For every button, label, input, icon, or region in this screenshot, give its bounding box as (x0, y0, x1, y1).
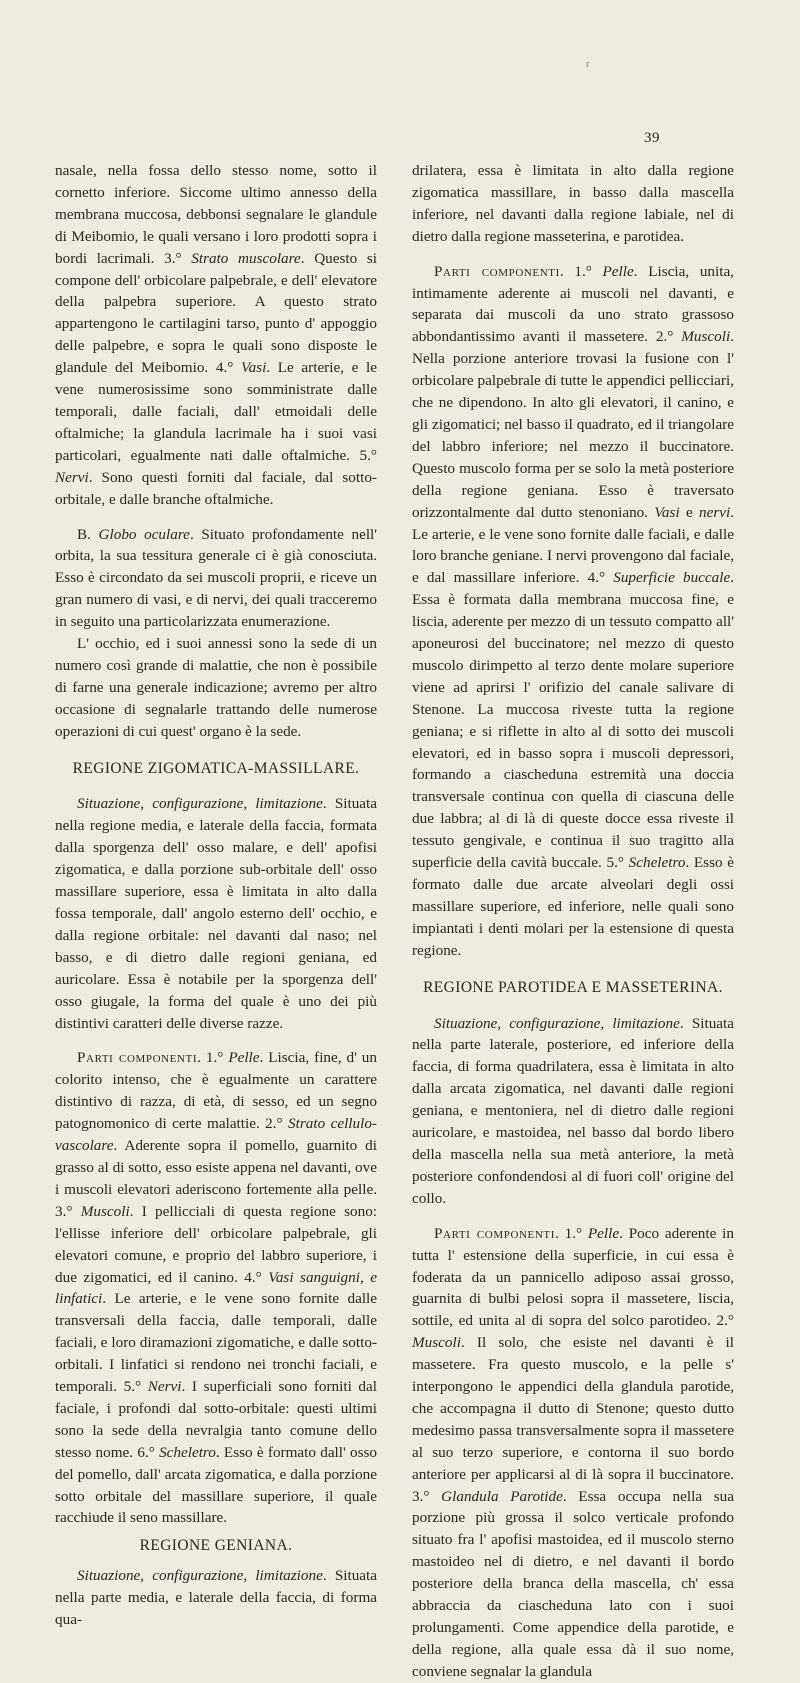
paragraph: Situazione, configurazione, limitazione. Situata nella parte media, e laterale della faccia, di forma qua- (55, 1567, 377, 1629)
page-number: 39 (644, 130, 660, 146)
paragraph: Parti componenti. 1.° Pelle. Liscia, unita, intimamente aderente ai muscoli nel davanti, e separata dai muscoli da uno strato grassoso abbondantissimo avanti il massetere. 2.° Muscoli. Nella porzione anteriore trovasi la fusione con l' orbicolare palpebrale di tutte le appendici pellicciari, che ne dipendono. In alto gli elevatori, il canino, e gli zigomatici; nel basso il quadrato, ed il triangolare del labbro inferiore; nel mezzo il buccinatore. Questo muscolo forma per se solo la metà posteriore della regione geniana. Esso è traversato orizzontalmente dal dutto stenoniano. Vasi e nervi. Le arterie, e le vene sono fornite dalle faciali, e dalle loro branche geniane. I nervi provengono dal faciale, e dal massillare inferiore. 4.° Superficie buccale. Essa è formata dalla membrana muccosa fine, e liscia, aderente per mezzo di un tessuto compatto all' aponeurosi del buccinatore; nel mezzo di questo muscolo dirimpetto al terzo dente molare superiore viene ad aprirsi l' orifizio del canale salivare di Stenone. La muccosa riveste tutta la regione geniana; e si riflette in alto al di sotto dei muscoli elevatori, ed in basso sopra i muscoli depressori, formando a ciascheduna estremità una doccia transversale continua con quella di ciascuna delle due labbra; al di là di queste docce essa riveste il tessuto gengivale, e continua il suo tragitto alla superficie della cavità buccale. 5.° Scheletro. Esso è formato dalle due arcate alveolari degli ossi massillare superiore, ed inferiore, nelle quali sono impiantati i denti molari per la estensione di questa regione. (412, 262, 735, 959)
paragraph: Situazione, configurazione, limitazione. Situata nella regione media, e laterale della faccia, formata dalla sporgenza dell' osso malare, e dell' apofisi zigomatica, e dalla porzione sub-orbitale dell' osso massillare superiore, essa è limitata in alto dalla fossa temporale, dall' angolo esterno dell' occhio, e dalla regione orbitale: nel davanti dal naso; nel basso, e di dietro dalle regioni geniana, ed auricolare. Essa è notabile per la sporgenza dell' osso giugale, la forma del quale è uno dei più distintivi caratteri delle diverse razze. (55, 795, 377, 1032)
left-column (55, 160, 377, 1631)
paragraph: drilatera, essa è limitata in alto dalla regione zigomatica massillare, in basso dalla mascella inferiore, nel davanti dalla regione labiale, nel di dietro dalla regione masseterina, e parotidea. (412, 162, 734, 245)
section-heading: REGIONE GENIANA. (139, 1537, 293, 1555)
paragraph: Parti componenti. 1.° Pelle. Liscia, fine, d' un colorito intenso, che è egualmente un carattere distintivo di razza, di età, di sesso, ed un segno patognomonico di certe malattie. 2.° Strato cellulo-vascolare. Aderente sopra il pomello, guarnito di grasso al di sotto, esso esiste appena nel davanti, ove i muscoli elevatori aderiscono fortemente alla pelle. 3.° Muscoli. I pellicciali di questa regione sono: l'ellisse inferiore dell' orbicolare palpebrale, gli elevatori comune, e proprio del labbro superiore, i due zigomatici, ed il canino. 4.° Vasi sanguigni, e linfatici. Le arterie, e le vene sono fornite dalle transversali della faccia, dalle temporali, dalle faciali, e loro diramazioni zigomatiche, e dalle sotto-orbitali. I linfatici si rendono nei tronchi faciali, e temporali. 5.° Nervi. I superficiali sono forniti dal faciale, i profondi dal sotto-orbitale: questi ultimi sono la sede della nevralgia tanto comune dello stesso nome. 6.° Scheletro. Esso è formato dall' osso del pomello, dall' arcata zigomatica, e dalla porzione sotto orbitale del massillare superiore, il quale racchiude il seno massillare. (55, 1049, 378, 1527)
paragraph: Parti componenti. 1.° Pelle. Poco aderente in tutta l' estensione della superficie, in cui essa è foderata da un pannicello adiposo assai grosso, guarnita di bulbi pelosi sopra il massetere, liscia, sottile, ed unita al di sopra del solco parotideo. 2.° Muscoli. Il solo, che esiste nel davanti è il massetere. Fra questo muscolo, e la pelle s' interpongono le appendici della glandula parotide, che accompagna il dutto di Stenone; questo dutto medesimo passa transversalmente sopra il massetere al suo terzo superiore, e contorna il suo bordo anteriore per applicarsi al di là sopra il buccinatore. 3.° Glandula Parotide. Essa occupa nella sua porzione più grossa il solco verticale profondo situato fra l' apofisi mastoidea, ed il muscolo sterno mastoideo nel di dietro, e nel davanti il bordo posteriore della branca della mascella, ch' essa abbraccia da ciascheduna lato con i suoi prolungamenti. Come appendice della parotide, e della regione, alla quale essa dà il suo nome, conviene segnalar la glandula (412, 1224, 734, 1680)
paragraph: L' occhio, ed i suoi annessi sono la sede di un numero così grande di malattie, che non è possibile di farne una generale indicazione; avremo per altro occasione di segnalarle trattando delle numerose operazioni di cui quest' organo è la sede. (55, 635, 377, 740)
section-heading: REGIONE PAROTIDEA E MASSETERINA. (423, 978, 723, 996)
paragraph: B. Globo oculare. Situato profondamente nell' orbita, la sua tessitura generale ci è già conosciuta. Esso è circondato da sei muscoli proprii, e riceve un gran numero di vasi, e di nervi, dei quali tracceremo in seguito una particolarizzata enumerazione. (55, 525, 377, 631)
section-heading: REGIONE ZIGOMATICA-MASSILLARE. (72, 759, 360, 777)
page-mark: r (586, 58, 590, 70)
paragraph: Situazione, configurazione, limitazione. Situata nella parte laterale, posteriore, ed inferiore della faccia, di forma quadrilatera, essa è limitata in alto dalla arcata zigomatica, nel davanti dalle regioni geniana, e mentoniera, nel di dietro dalle regioni auricolare, e mastoidea, nel basso dal bordo libero della mascella nella sua metà anteriore, la metà posteriore confondendosi al di fuori coll' origine del collo. (412, 1014, 734, 1207)
right-column (412, 160, 734, 1683)
paragraph: nasale, nella fossa dello stesso nome, sotto il cornetto inferiore. Siccome ultimo annesso della membrana muccosa, debbonsi segnalare le glandule di Meibomio, le quali versano i loro prodotti sopra i bordi lacrimali. 3.° Strato muscolare. Questo si compone dell' orbicolare palpebrale, e dell' elevatore della palpebra superiore. A questo strato appartengono le cartilagini tarso, punto d' appoggio delle palpebre, e sopra le quali sono disposte le glandule del Meibomio. 4.° Vasi. Le arterie, e le vene numerosissime sono somministrate dalle temporali, dalle faciali, dall' etmoidali delle oftalmiche; la glandula lacrimale ha i suoi vasi particolari, egualmente nati dalle oftalmiche. 5.° Nervi. Sono questi forniti dal faciale, dal sotto-orbitale, e dalle branche oftalmiche. (55, 162, 378, 508)
